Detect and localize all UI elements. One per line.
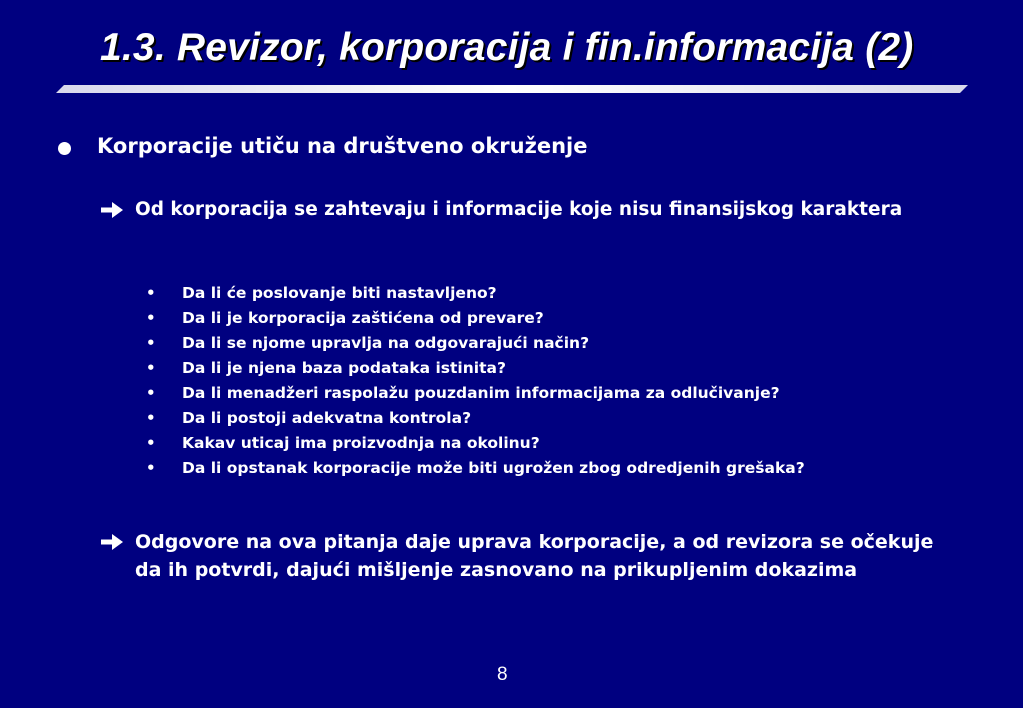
question-text: Da li je njena baza podataka istinita? [182, 359, 506, 377]
arrow-point-1: Od korporacija se zahtevaju i informacije koje nisu finansijskog karaktera [135, 199, 903, 220]
question-text: Da li postoji adekvatna kontrola? [182, 409, 472, 427]
bullet-dot-icon: • [146, 384, 156, 402]
filled-circle-icon [58, 142, 71, 155]
list-item [146, 281, 805, 306]
page-number: 8 [497, 664, 508, 685]
bullet-dot-icon: • [146, 434, 156, 452]
slide-title: 1.3. Revizor, korporacija i fin.informacija (2) [100, 26, 914, 69]
title-underline [56, 85, 968, 93]
list-item [146, 356, 805, 381]
question-list [146, 281, 805, 481]
bullet-dot-icon: • [146, 334, 156, 352]
arrow-right-icon [101, 534, 123, 550]
bullet-dot-icon: • [146, 284, 156, 302]
list-item [146, 431, 805, 456]
list-item [146, 381, 805, 406]
question-text: Da li je korporacija zaštićena od prevare? [182, 309, 544, 327]
bullet-dot-icon: • [146, 309, 156, 327]
main-bullet-text: Korporacije utiču na društveno okruženje [97, 134, 588, 158]
bullet-dot-icon: • [146, 409, 156, 427]
question-text: Da li se njome upravlja na odgovarajući način? [182, 334, 590, 352]
list-item [146, 306, 805, 331]
bullet-dot-icon: • [146, 459, 156, 477]
question-text: Da li opstanak korporacije može biti ugrožen zbog odredjenih grešaka? [182, 459, 805, 477]
arrow-point-2: Odgovore na ova pitanja daje uprava korporacije, a od revizora se očekuje da ih potvrdi, dajući mišljenje zasnovano na prikupljenim dokazima [135, 531, 934, 581]
list-item [146, 456, 805, 481]
question-text: Da li menadžeri raspolažu pouzdanim informacijama za odlučivanje? [182, 384, 780, 402]
question-text: Kakav uticaj ima proizvodnja na okolinu? [182, 434, 540, 452]
question-text: Da li će poslovanje biti nastavljeno? [182, 284, 497, 302]
list-item [146, 406, 805, 431]
list-item [146, 331, 805, 356]
bullet-dot-icon: • [146, 359, 156, 377]
arrow-right-icon [101, 202, 123, 218]
